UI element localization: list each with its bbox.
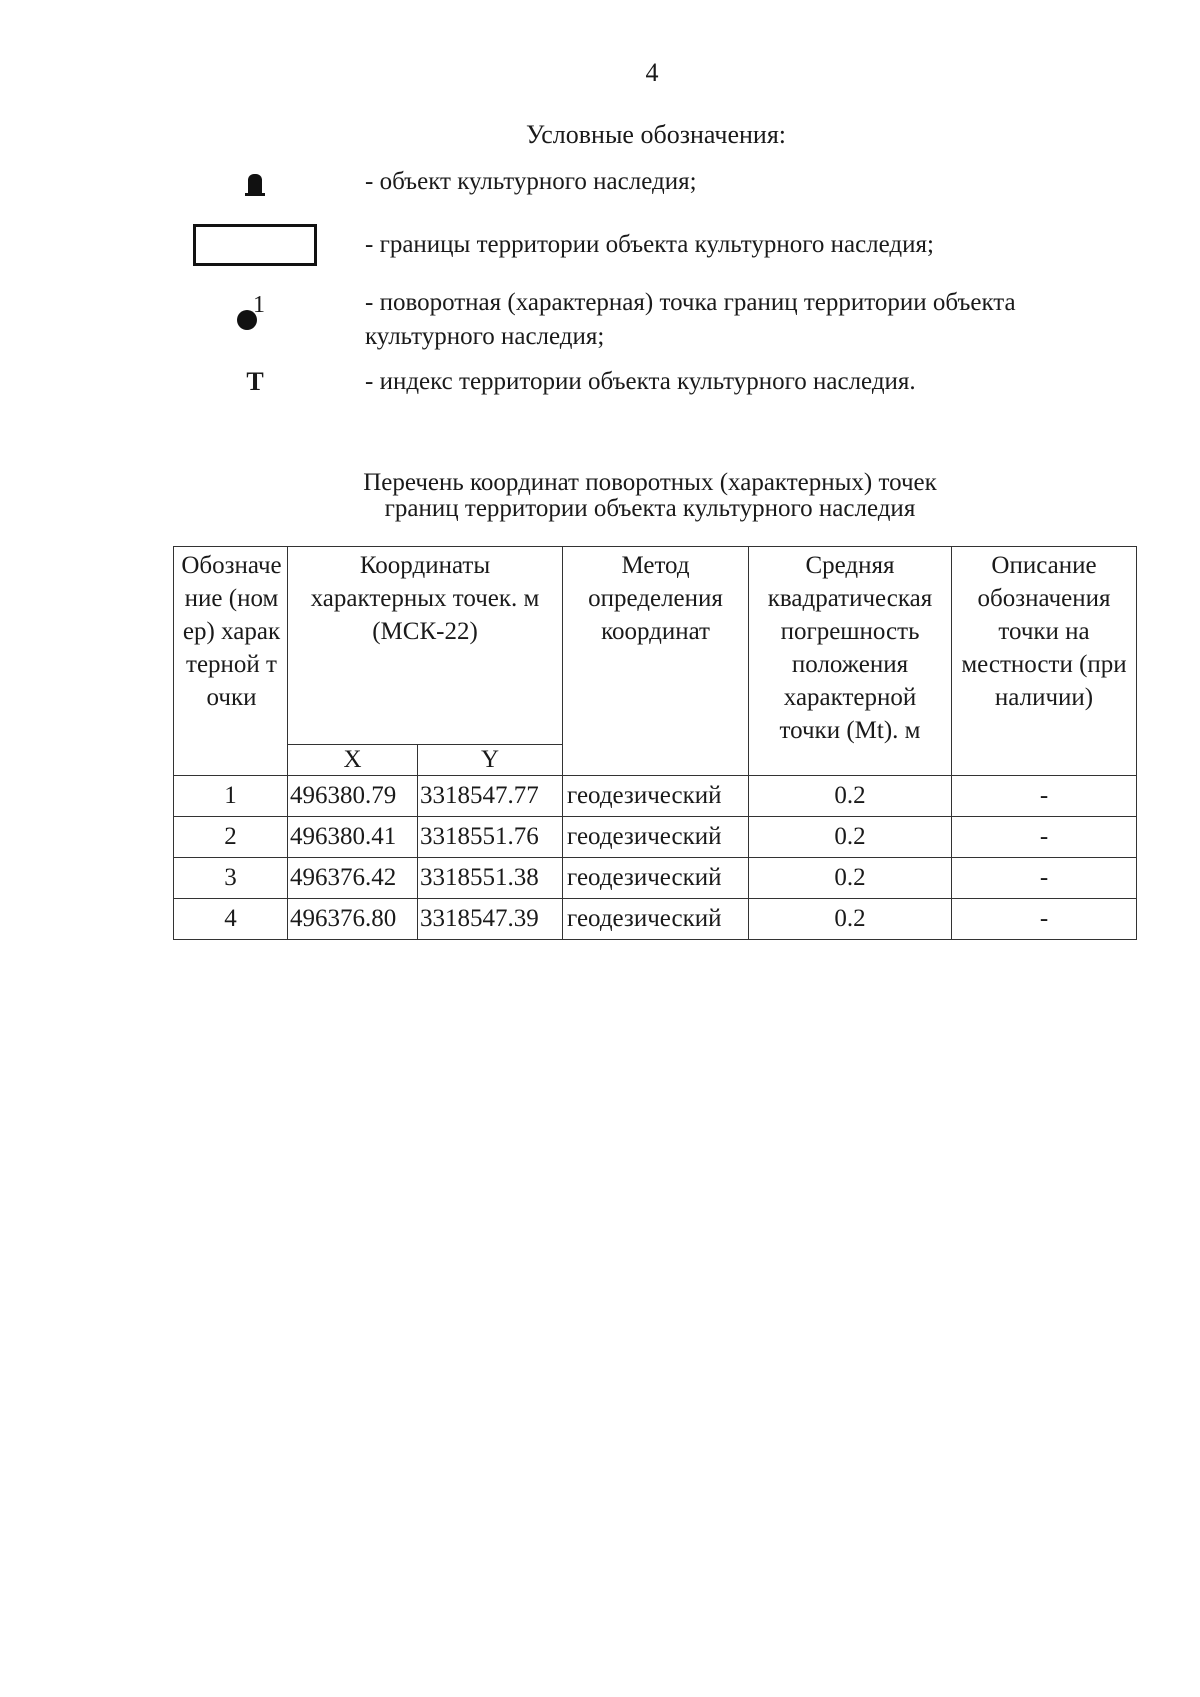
table-row	[174, 817, 1137, 858]
cell-description: -	[952, 899, 1137, 940]
table-row	[174, 858, 1137, 899]
boundary-rectangle-icon	[190, 220, 320, 270]
header-error: Средняя квадратическая погрешность положения характерной точки (Mt). м	[749, 547, 952, 776]
cell-x: 496380.79	[288, 776, 418, 817]
legend-item-monument	[190, 165, 1130, 205]
table-title-line2: границ территории объекта культурного наследия	[384, 495, 916, 522]
page-number: 4	[645, 58, 659, 87]
header-y: Y	[418, 745, 563, 776]
header-description: Описание обозначения точки на местности (при наличии)	[952, 547, 1137, 776]
cell-num: 2	[174, 817, 288, 858]
turning-point-icon	[190, 292, 320, 336]
legend-text: - индекс территории объекта культурного наследия.	[365, 368, 916, 395]
legend-text: - поворотная (характерная) точка границ территории объекта культурного наследия;	[365, 289, 1016, 350]
cell-num: 4	[174, 899, 288, 940]
index-letter: Т	[246, 367, 264, 396]
coordinates-table	[173, 546, 1137, 940]
cell-error: 0.2	[749, 817, 952, 858]
table-title	[50, 470, 1200, 522]
cell-num: 1	[174, 776, 288, 817]
cell-description: -	[952, 817, 1137, 858]
legend-item-boundary	[190, 228, 1130, 278]
cell-method: геодезический	[563, 858, 749, 899]
cell-y: 3318547.77	[418, 776, 563, 817]
cell-y: 3318551.38	[418, 858, 563, 899]
table-row	[174, 899, 1137, 940]
cell-x: 496380.41	[288, 817, 418, 858]
cell-error: 0.2	[749, 858, 952, 899]
cell-description: -	[952, 858, 1137, 899]
header-method: Метод определения координат	[563, 547, 749, 776]
cell-method: геодезический	[563, 899, 749, 940]
legend-text: - объект культурного наследия;	[365, 168, 697, 195]
turning-point-label: 1	[253, 292, 265, 318]
cell-error: 0.2	[749, 776, 952, 817]
legend-item-index	[190, 365, 1130, 405]
cell-y: 3318551.76	[418, 817, 563, 858]
cell-x: 496376.42	[288, 858, 418, 899]
header-coordinates: Координаты характерных точек. м (МСК-22)	[288, 547, 563, 745]
header-x: X	[288, 745, 418, 776]
legend-title: Условные обозначения:	[525, 120, 787, 149]
legend-item-turning-point	[190, 286, 1130, 356]
cell-method: геодезический	[563, 817, 749, 858]
cell-description: -	[952, 776, 1137, 817]
cell-x: 496376.80	[288, 899, 418, 940]
monument-icon	[190, 169, 320, 199]
cell-y: 3318547.39	[418, 899, 563, 940]
cell-error: 0.2	[749, 899, 952, 940]
table-row	[174, 776, 1137, 817]
header-designation: Обозначение (номер) характерной точки	[174, 547, 288, 776]
legend-text: - границы территории объекта культурного наследия;	[365, 231, 934, 258]
table-title-line1: Перечень координат поворотных (характерных) точек	[363, 469, 937, 496]
cell-num: 3	[174, 858, 288, 899]
cell-method: геодезический	[563, 776, 749, 817]
